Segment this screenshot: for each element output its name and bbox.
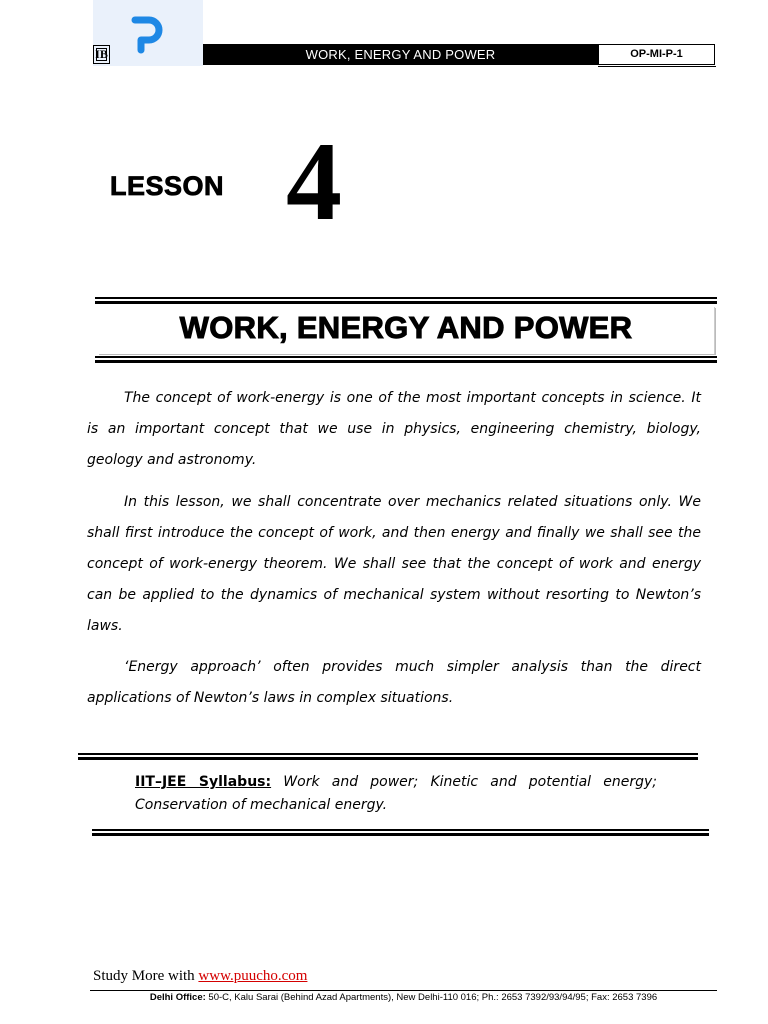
paragraph-lesson-scope: In this lesson, we shall concentrate over mechanics related situations only. We shall first introduce the concept of work, and then energy and finally we shall see the concept of work-energy theorem. We shall see that the concept of work and energy can be applied to the dynamics of mechanical system without resorting to Newton’s laws.: [87, 494, 701, 634]
paragraph-energy-approach: ‘Energy approach’ often provides much simpler analysis than the direct applications of Newton’s laws in complex situations.: [87, 659, 701, 706]
study-more-text: Study More with: [93, 968, 199, 984]
office-label: Delhi Office:: [149, 992, 206, 1003]
syllabus-text: Work and power; Kinetic and potential energy; Conservation of mechanical energy.: [135, 774, 657, 813]
lesson-number: 4: [286, 120, 342, 244]
header-title: WORK, ENERGY AND POWER: [203, 44, 598, 65]
syllabus-box: [135, 771, 657, 817]
paragraph-intro: The concept of work-energy is one of the most important concepts in science. It is an important concept that we use in physics, engineering chemistry, biology, geology and astronomy.: [87, 390, 701, 468]
puucho-p-logo-icon: [131, 16, 163, 54]
footer-divider: [90, 990, 717, 991]
office-address: [90, 992, 717, 1003]
chapter-title: WORK, ENERGY AND POWER: [179, 310, 633, 345]
lesson-label: LESSON: [110, 171, 225, 201]
ib-emblem-icon: IB: [93, 45, 110, 64]
syllabus-rule-top: [78, 753, 698, 760]
page-code: OP-MI-P-1: [598, 44, 715, 65]
office-text: 50-C, Kalu Sarai (Behind Azad Apartments), New Delhi-110 016; Ph.: 2653 7392/93/94/95; Fax: 2653 7396: [205, 992, 658, 1003]
syllabus-label: IIT–JEE Syllabus:: [135, 774, 272, 790]
syllabus-rule-bottom: [92, 829, 709, 836]
title-rule-top: [95, 297, 717, 304]
study-more-line: [93, 968, 307, 985]
title-rule-bottom: [95, 356, 717, 363]
puucho-link[interactable]: www.puucho.com: [198, 968, 308, 984]
